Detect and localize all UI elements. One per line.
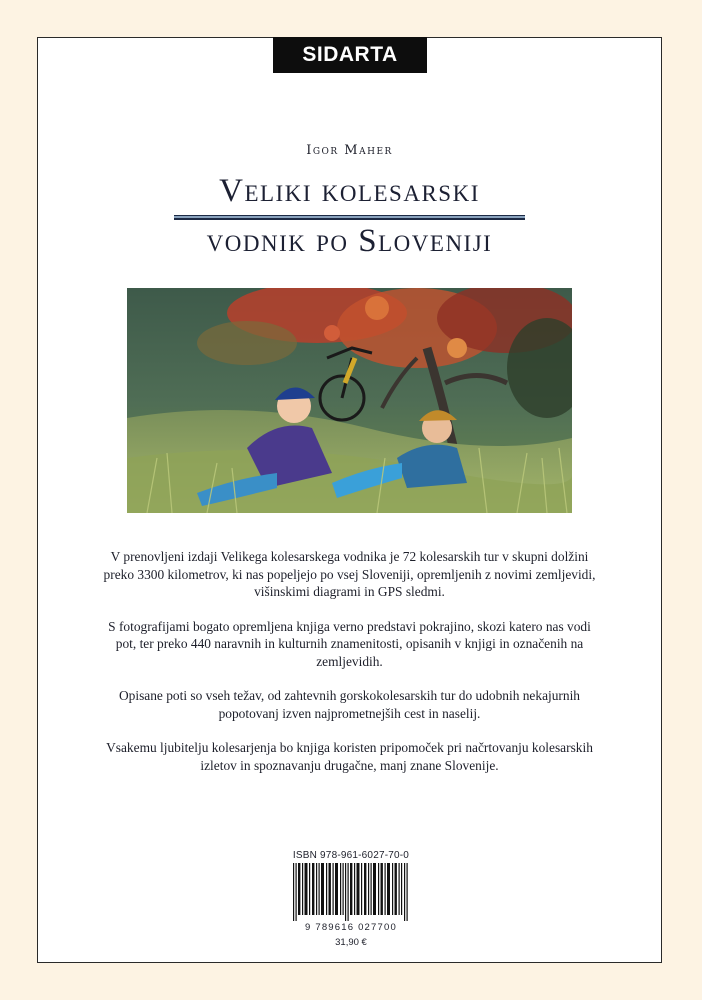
description xyxy=(98,548,601,791)
barcode-digits: 9 789616 027700 xyxy=(305,922,397,933)
author-name: Igor Maher xyxy=(306,143,393,158)
description-paragraph-3: Opisane poti so vseh težav, od zahtevnih gorskokolesarskih tur do udobnih nekajurnih popotovanj izven najprometnejših cest in naselij. xyxy=(118,688,580,721)
book-title-line-2: vodnik po Sloveniji xyxy=(206,223,493,259)
description-paragraph-2: S fotografijami bogato opremljena knjiga verno predstavi pokrajino, skozi katero nas vodi pot, ter preko 440 naravnih in kulturnih znamenitosti, opisanih v knjigi in označenih na zemljevidih. xyxy=(108,618,591,669)
barcode-block xyxy=(286,850,416,948)
description-paragraph-1: V prenovljeni izdaji Velikega kolesarskega vodnika je 72 kolesarskih tur v skupni dolžini preko 3300 kilometrov, ki nas popeljejo po vsej Sloveniji, opremljenih z novimi zemljevidi, višinskimi diagrami in GPS sledmi. xyxy=(103,549,596,599)
barcode-icon xyxy=(291,863,411,921)
description-paragraph-4: Vsakemu ljubitelju kolesarjenja bo knjiga koristen pripomoček pri načrtovanju kolesarskih izletov in spoznavanju drugačne, manj znane Slovenije. xyxy=(106,740,593,773)
publisher-logo: SIDARTA xyxy=(273,37,427,73)
price-label: 31,90 € xyxy=(335,937,367,948)
cover-photo xyxy=(127,288,572,513)
back-cover xyxy=(37,37,662,963)
book-title-line-1: Veliki kolesarski xyxy=(219,173,480,209)
title-divider xyxy=(174,215,525,220)
isbn-label: ISBN 978-961-6027-70-0 xyxy=(292,850,410,861)
